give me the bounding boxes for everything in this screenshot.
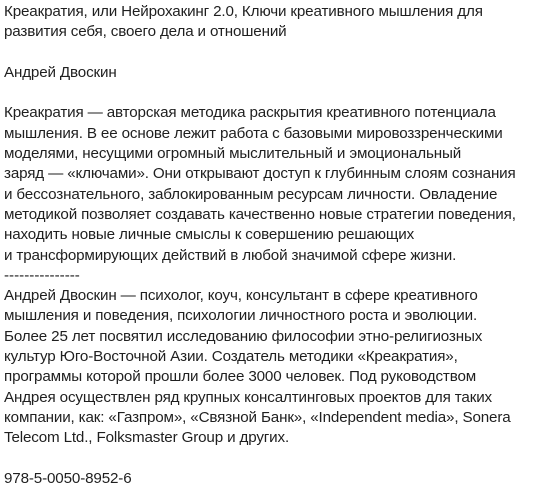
bio-line: Андрей Двоскин — психолог, коуч, консультант в сфере креативного bbox=[4, 287, 478, 305]
author-bio bbox=[4, 286, 548, 448]
description-line: мышления. В ее основе лежит работа с базовыми мировоззренческими bbox=[4, 124, 503, 142]
bio-line: мышления и поведения, психологии личностного роста и эволюции. bbox=[4, 307, 478, 325]
description-line: находить новые личные смыслы к совершению решающих bbox=[4, 226, 415, 244]
book-title bbox=[4, 2, 548, 43]
author-name: Андрей Двоскин bbox=[4, 63, 117, 81]
isbn: 978-5-0050-8952-6 bbox=[4, 469, 132, 487]
bio-line: культур Юго-Восточной Азии. Создатель методики «Креакратия», bbox=[4, 348, 458, 366]
book-title-line: Креакратия, или Нейрохакинг 2.0, Ключи креативного мышления для bbox=[4, 3, 483, 20]
description-line: методикой позволяет создавать качественно новые стратегии поведения, bbox=[4, 205, 516, 223]
section-separator: --------------- bbox=[4, 266, 80, 284]
book-description bbox=[4, 103, 548, 265]
bio-line: программы которой прошли более 3000 человек. Под руководством bbox=[4, 368, 477, 386]
description-line: заряд — «ключами». Они открывают доступ к глубинным слоям сознания bbox=[4, 165, 516, 183]
description-line: и бессознательного, заблокированным ресурсам личности. Овладение bbox=[4, 185, 498, 203]
bio-line: Андрея осуществлен ряд крупных консалтинговых проектов для таких bbox=[4, 388, 492, 406]
description-line: моделями, несущими огромный мыслительный и эмоциональный bbox=[4, 145, 462, 163]
description-line: Креакратия — авторская методика раскрытия креативного потенциала bbox=[4, 104, 496, 122]
book-title-line: развития себя, своего дела и отношений bbox=[4, 23, 287, 41]
bio-line: Более 25 лет посвятил исследованию философии этно-религиозных bbox=[4, 327, 483, 345]
bio-line: Telecom Ltd., Folksmaster Group и других. bbox=[4, 429, 290, 447]
description-line: и трансформирующих действий в любой значимой сфере жизни. bbox=[4, 246, 457, 264]
book-annotation bbox=[4, 2, 548, 489]
bio-line: компании, как: «Газпром», «Связной Банк», «Independent media», Sonera bbox=[4, 408, 511, 426]
